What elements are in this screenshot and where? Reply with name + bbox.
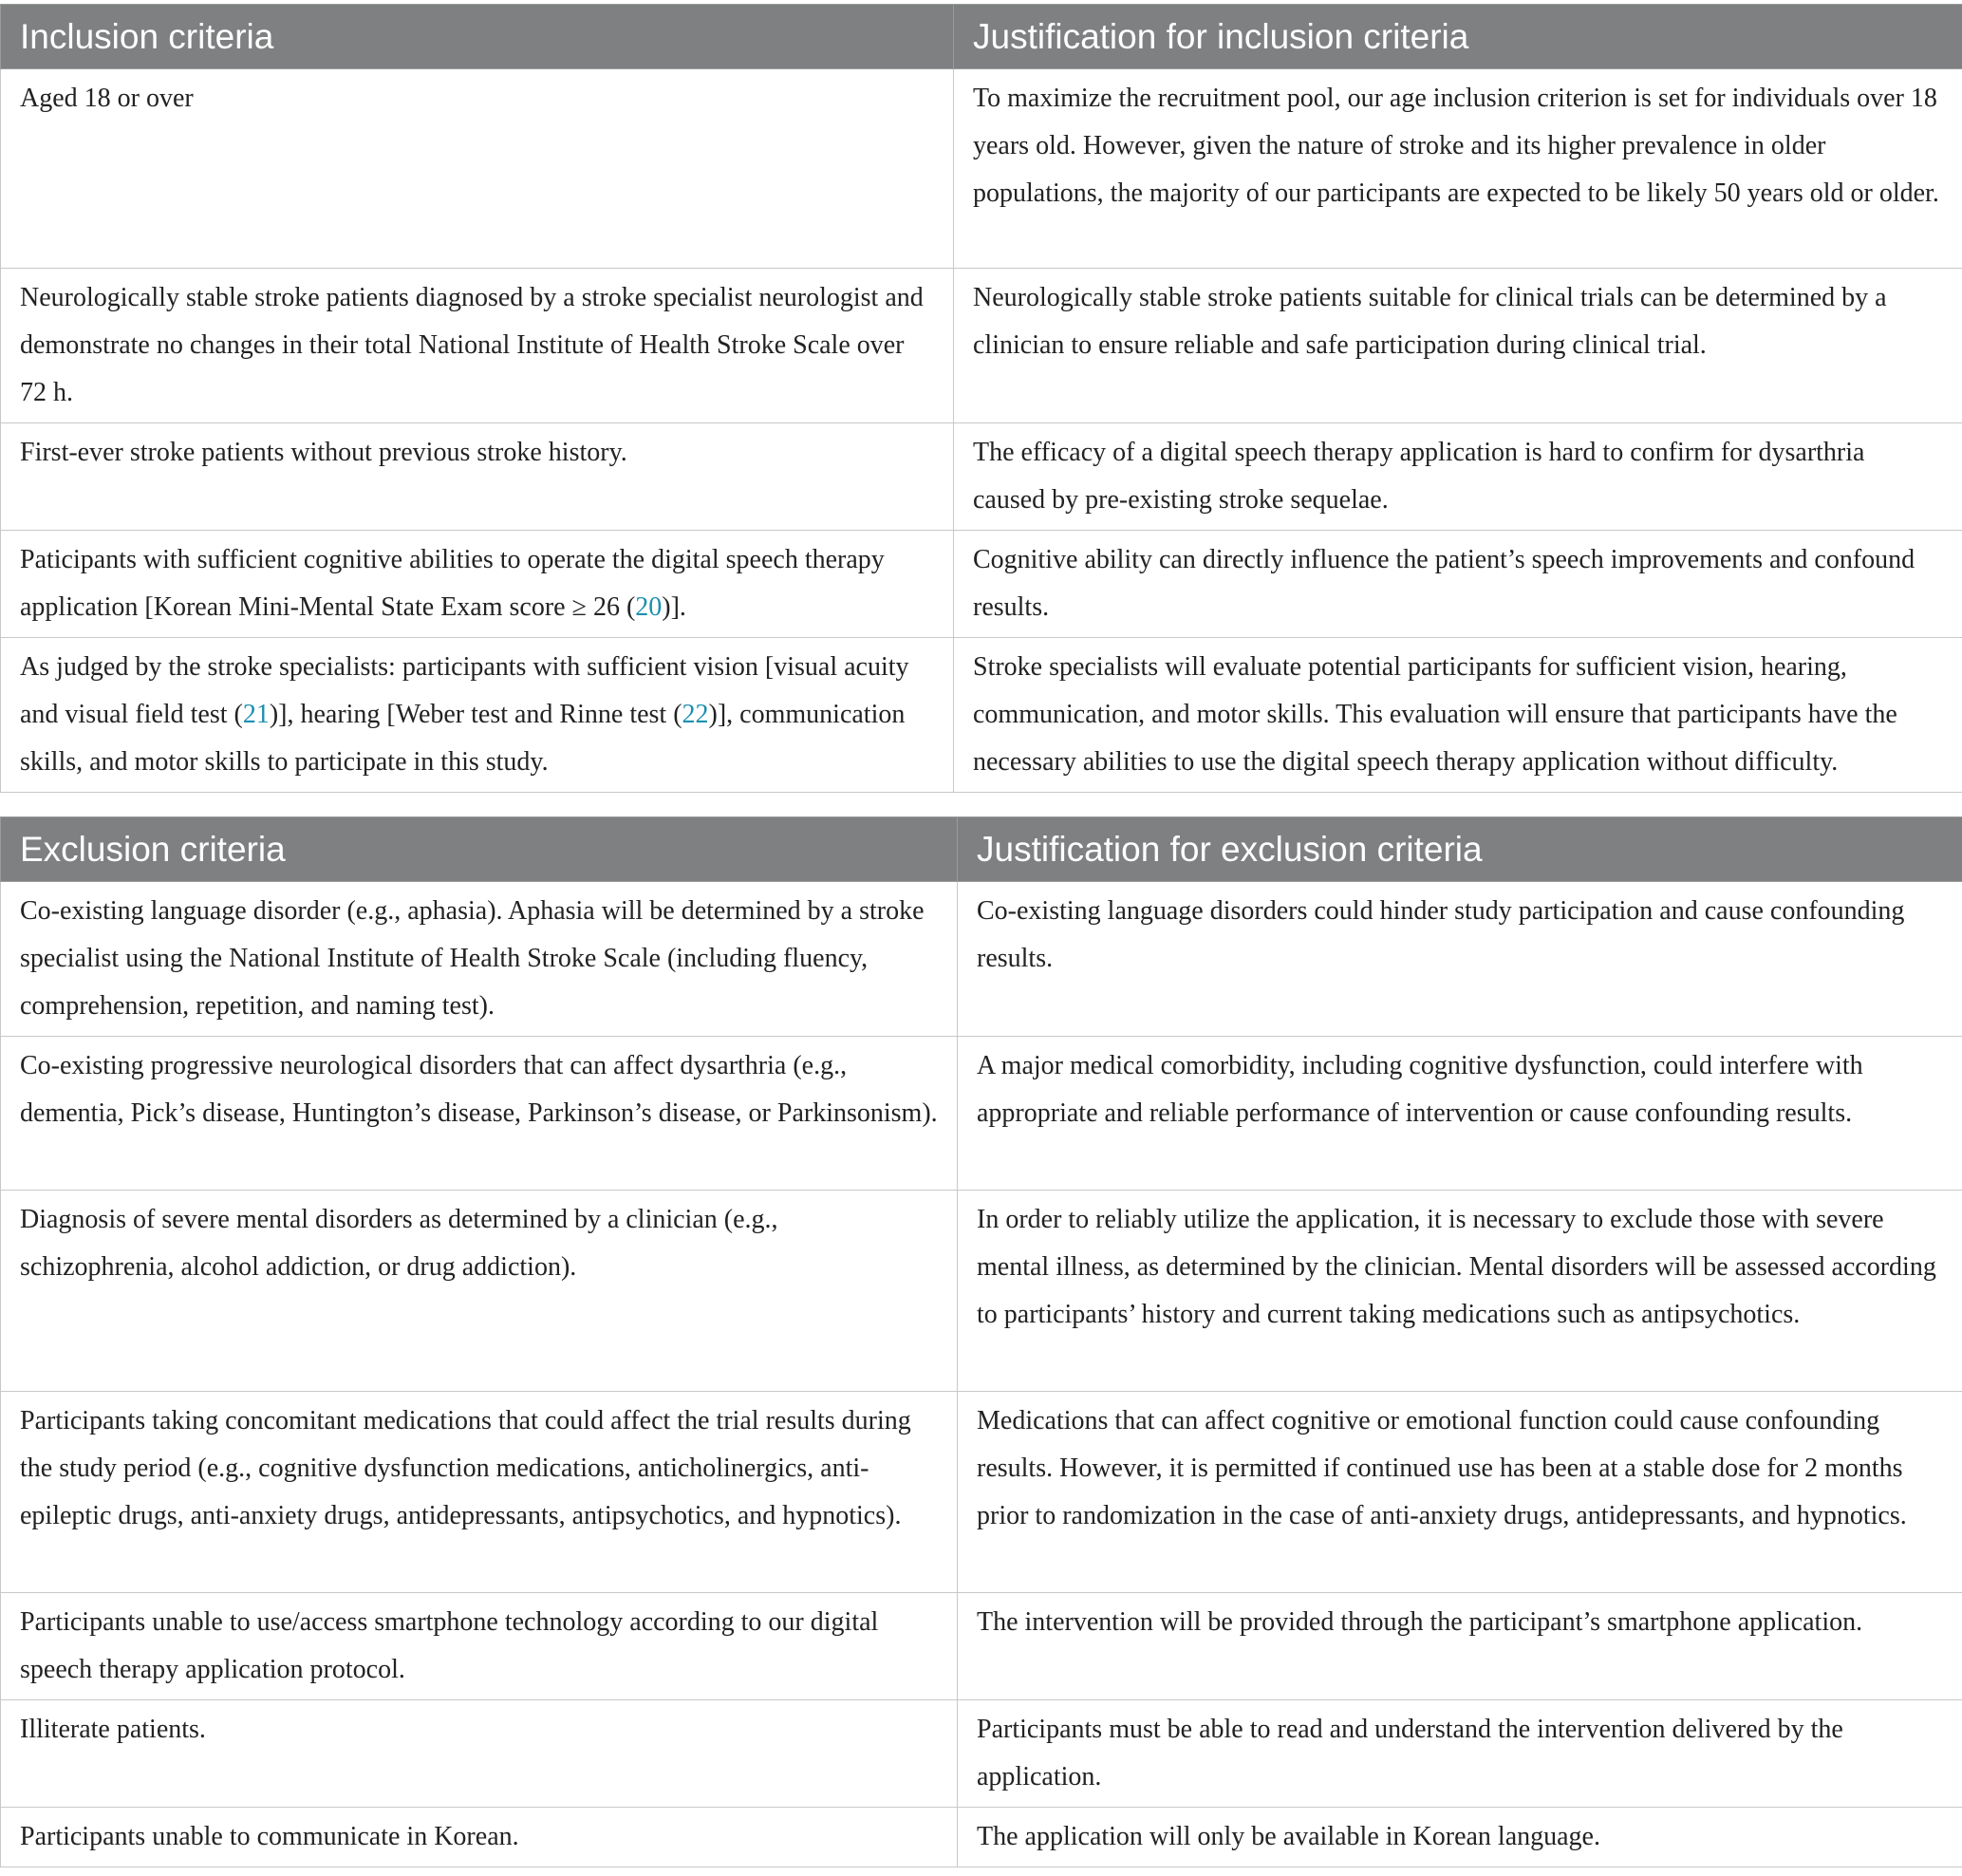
table-row [1, 882, 1962, 1037]
inclusion-criteria-table [0, 4, 1962, 793]
reference-link-22[interactable]: 22 [682, 700, 709, 729]
column-header-inclusion-justification: Justification for inclusion criteria [954, 5, 1962, 69]
table-header-row [1, 5, 1962, 69]
criterion-cell [1, 638, 954, 793]
table-row [1, 1808, 1962, 1867]
justification-cell: A major medical comorbidity, including cognitive dysfunction, could interfere with appropriate and reliable performance of intervention or cause confounding results. [958, 1037, 1962, 1191]
table-row [1, 638, 1962, 793]
justification-cell: Medications that can affect cognitive or emotional function could cause confounding results. However, it is permitted if continued use has been at a stable dose for 2 months prior to randomization in the case of anti-anxiety drugs, antidepressants, and hypnotics. [958, 1392, 1962, 1593]
reference-link-20[interactable]: 20 [635, 592, 663, 622]
criterion-cell [1, 531, 954, 638]
table-row [1, 1700, 1962, 1808]
criterion-cell: Diagnosis of severe mental disorders as determined by a clinician (e.g., schizophrenia, alcohol addiction, or drug addiction). [1, 1191, 958, 1392]
justification-cell: Stroke specialists will evaluate potential participants for sufficient vision, hearing, communication, and motor skills. This evaluation will ensure that participants have the necessary abilities to use the digital speech therapy application without difficulty. [954, 638, 1962, 793]
column-header-exclusion-justification: Justification for exclusion criteria [958, 817, 1962, 882]
criterion-text: Paticipants with sufficient cognitive abilities to operate the digital speech therapy application [Korean Mini-Mental State Exam score ≥ 26 ( [20, 545, 885, 622]
justification-cell: Cognitive ability can directly influence the patient’s speech improvements and confound results. [954, 531, 1962, 638]
criterion-cell: Participants taking concomitant medications that could affect the trial results during the study period (e.g., cognitive dysfunction medications, anticholinergics, anti-epileptic drugs, anti-anxiety drugs, antidepressants, antipsychotics, and hypnotics). [1, 1392, 958, 1593]
criterion-cell: Neurologically stable stroke patients diagnosed by a stroke specialist neurologist and demonstrate no changes in their total National Institute of Health Stroke Scale over 72 h. [1, 269, 954, 423]
criterion-cell: Participants unable to communicate in Korean. [1, 1808, 958, 1867]
table-header-row [1, 817, 1962, 882]
table-row [1, 1392, 1962, 1593]
justification-cell: To maximize the recruitment pool, our age inclusion criterion is set for individuals over 18 years old. However, given the nature of stroke and its higher prevalence in older populations, the majority of our participants are expected to be likely 50 years old or older. [954, 69, 1962, 269]
justification-cell: The intervention will be provided through the participant’s smartphone application. [958, 1593, 1962, 1700]
reference-link-21[interactable]: 21 [242, 700, 270, 729]
column-header-inclusion-criteria: Inclusion criteria [1, 5, 954, 69]
criterion-text: As judged by the stroke specialists: participants with sufficient vision [visual acuity and visual field test ( [20, 652, 909, 729]
table-row [1, 1037, 1962, 1191]
criterion-cell: Co-existing progressive neurological disorders that can affect dysarthria (e.g., dementia, Pick’s disease, Huntington’s disease, Parkinson’s disease, or Parkinsonism). [1, 1037, 958, 1191]
table-row [1, 69, 1962, 269]
justification-cell: In order to reliably utilize the application, it is necessary to exclude those with severe mental illness, as determined by the clinician. Mental disorders will be assessed according to participants’ history and current taking medications such as antipsychotics. [958, 1191, 1962, 1392]
criterion-cell: Aged 18 or over [1, 69, 954, 269]
justification-cell: Neurologically stable stroke patients suitable for clinical trials can be determined by a clinician to ensure reliable and safe participation during clinical trial. [954, 269, 1962, 423]
column-header-exclusion-criteria: Exclusion criteria [1, 817, 958, 882]
criterion-cell: Illiterate patients. [1, 1700, 958, 1808]
justification-cell: Participants must be able to read and understand the intervention delivered by the application. [958, 1700, 1962, 1808]
criterion-text: )], communication skills, and motor skills to participate in this study. [20, 700, 906, 777]
criterion-cell: Participants unable to use/access smartphone technology according to our digital speech therapy application protocol. [1, 1593, 958, 1700]
table-row [1, 423, 1962, 531]
criterion-text: )]. [662, 592, 686, 622]
exclusion-criteria-table [0, 816, 1962, 1867]
criterion-cell: First-ever stroke patients without previous stroke history. [1, 423, 954, 531]
justification-cell: The application will only be available in Korean language. [958, 1808, 1962, 1867]
criterion-text: )], hearing [Weber test and Rinne test ( [269, 700, 682, 729]
table-row [1, 1191, 1962, 1392]
table-row [1, 1593, 1962, 1700]
justification-cell: Co-existing language disorders could hinder study participation and cause confounding results. [958, 882, 1962, 1037]
table-row [1, 269, 1962, 423]
justification-cell: The efficacy of a digital speech therapy application is hard to confirm for dysarthria caused by pre-existing stroke sequelae. [954, 423, 1962, 531]
table-row [1, 531, 1962, 638]
criterion-cell: Co-existing language disorder (e.g., aphasia). Aphasia will be determined by a stroke specialist using the National Institute of Health Stroke Scale (including fluency, comprehension, repetition, and naming test). [1, 882, 958, 1037]
